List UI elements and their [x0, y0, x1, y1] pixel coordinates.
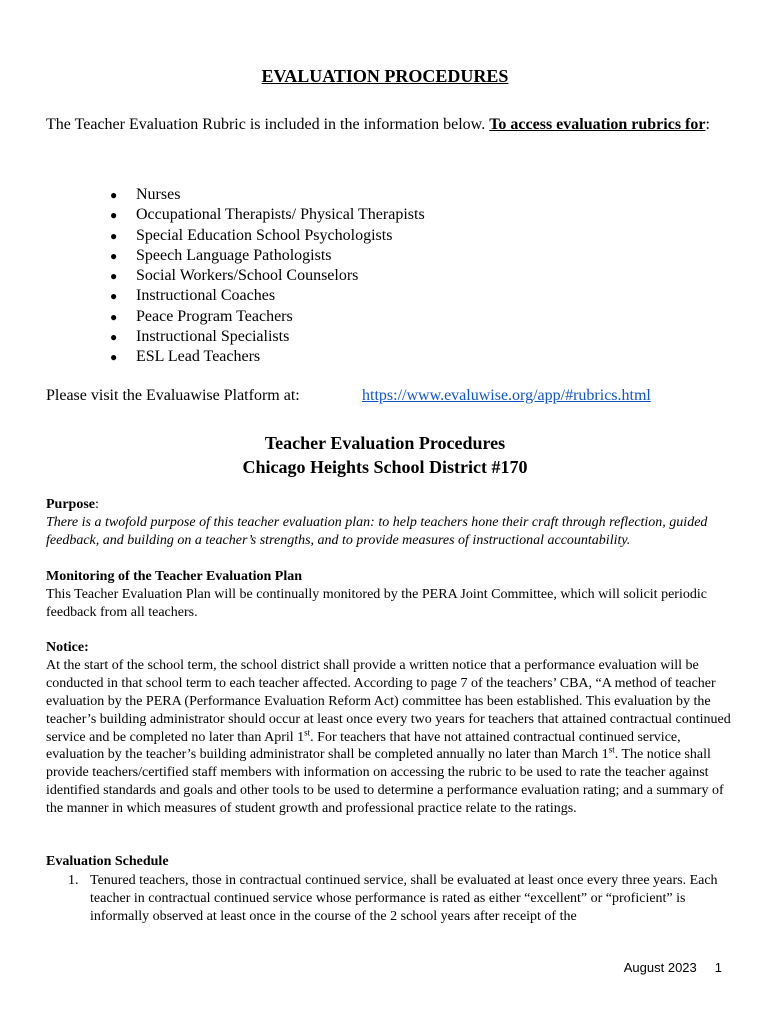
intro-colon: : — [705, 116, 710, 133]
list-item: ● Instructional Specialists — [110, 327, 425, 347]
notice-text — [46, 657, 736, 818]
list-item: ● Occupational Therapists/ Physical Therapists — [110, 205, 425, 225]
schedule-item-number: 1. — [68, 873, 79, 888]
notice-heading: Notice: — [46, 640, 89, 655]
footer-date: August 2023 — [623, 960, 697, 975]
page-title: EVALUATION PROCEDURES — [261, 66, 509, 86]
purpose-section — [46, 496, 736, 550]
purpose-colon: : — [95, 497, 99, 512]
notice-text-part-1: At the start of the school term, the school district shall provide a written notice that a performance evaluation will be conducted in that school term to each teacher affected. According to page 7 of the teachers’ CBA, “A method of teacher evaluation by the PERA (Performance Evaluation Reform Act) committee has been established. This evaluation by the teacher’s building administrator should occur at least once every two years for teachers that attained contractual continued service and be completed no later than April 1 — [46, 657, 731, 745]
intro-paragraph — [46, 114, 736, 135]
list-item: ● Speech Language Pathologists — [110, 246, 425, 266]
list-item: ● Instructional Coaches — [110, 286, 425, 306]
list-item: ● Peace Program Teachers — [110, 307, 425, 327]
schedule-item-text: Tenured teachers, those in contractual continued service, shall be evaluated at least once every three years. Each teacher in contractual continued service whose performance is rated as either “excellent” or “proficient” is informally observed at least once in the course of the 2 school years after receipt of the — [90, 873, 718, 924]
notice-superscript-1: st — [304, 726, 311, 737]
rubric-list — [110, 185, 425, 368]
purpose-text: There is a twofold purpose of this teacher evaluation plan: to help teachers hone their craft through reflection, guided feedback, and building on a teacher’s strengths, and to provide measures of instructional accountability. — [46, 514, 708, 548]
monitoring-section — [46, 568, 736, 622]
purpose-heading: Purpose — [46, 497, 95, 512]
list-item: ● Social Workers/School Counselors — [110, 266, 425, 286]
rubric-access-text: To access evaluation rubrics for — [489, 116, 706, 133]
document-title-line-1: Teacher Evaluation Procedures — [264, 433, 506, 453]
document-title — [0, 431, 770, 479]
page-number: 1 — [714, 960, 722, 975]
monitoring-heading: Monitoring of the Teacher Evaluation Plan — [46, 569, 303, 584]
monitoring-text: This Teacher Evaluation Plan will be continually monitored by the PERA Joint Committee, which will solicit periodic feedback from all teachers. — [46, 586, 707, 620]
page-footer — [624, 960, 722, 975]
schedule-heading: Evaluation Schedule — [46, 854, 169, 869]
document-title-line-2: Chicago Heights School District #170 — [242, 457, 528, 477]
list-item: ● Nurses — [110, 185, 425, 205]
notice-text-part-3: . The notice shall provide teachers/certified staff members with information on accessing the rubric to be used to rate the teacher against identified standards and goals and other tools to be used to determine a performance evaluation rating; and a summary of the manner in which measures of student growth and professional practice relate to the ratings. — [46, 747, 724, 817]
evaluwise-link[interactable]: https://www.evaluwise.org/app/#rubrics.html — [362, 387, 651, 404]
list-item: ● ESL Lead Teachers — [110, 347, 425, 367]
notice-section — [46, 639, 736, 818]
notice-superscript-2: st — [608, 744, 615, 755]
platform-label: Please visit the Evaluawise Platform at: — [46, 387, 300, 404]
intro-text: The Teacher Evaluation Rubric is included in the information below. — [46, 116, 490, 133]
list-item: ● Special Education School Psychologists — [110, 226, 425, 246]
schedule-item — [68, 872, 728, 926]
notice-text-part-2: . For teachers that have not attained contractual continued service, evaluation by the teacher’s building administrator shall be completed annually no later than March 1 — [46, 729, 681, 763]
